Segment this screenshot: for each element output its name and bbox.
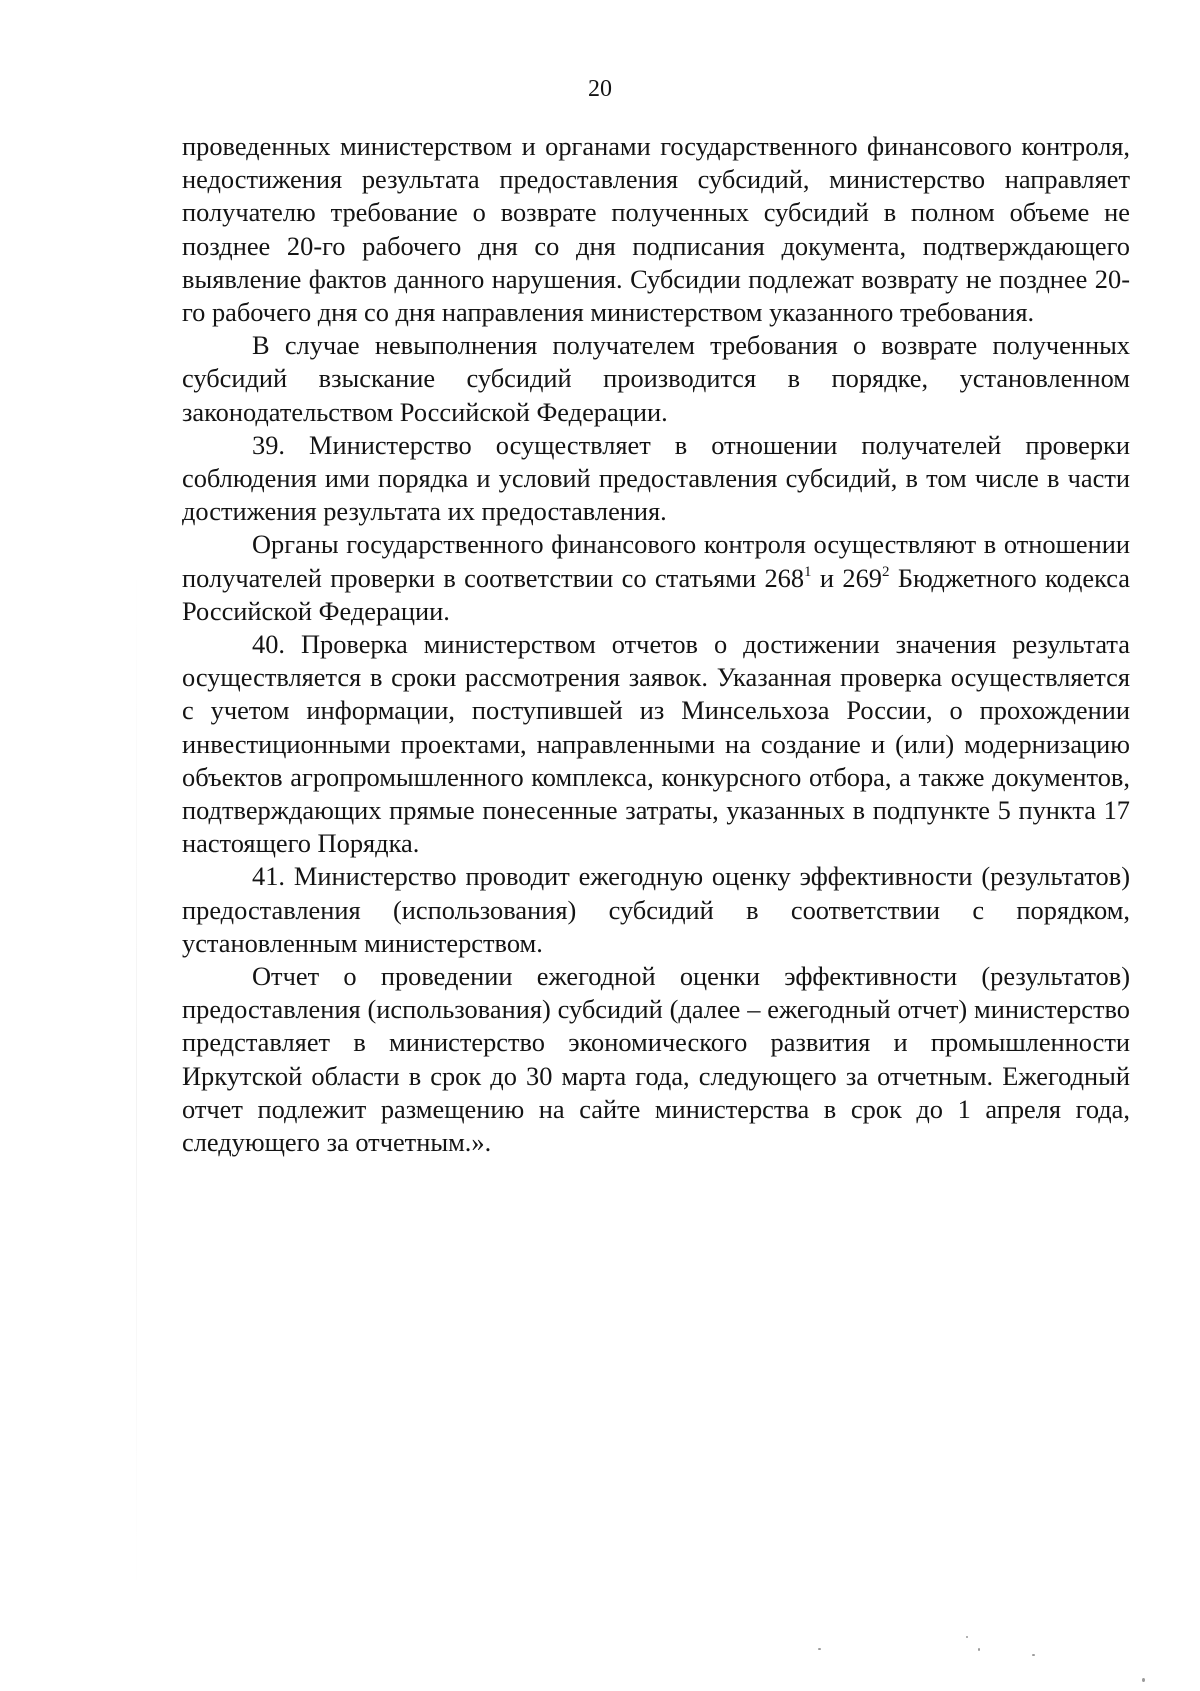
financial-control-text-3: Бюджетного кодекса Российской Федерации. xyxy=(182,562,1130,626)
scan-speck-2 xyxy=(966,1636,968,1638)
scan-speck-3 xyxy=(978,1648,980,1651)
article-268-superscript: 1 xyxy=(804,563,812,580)
paragraph-41: 41. Министерство проводит ежегодную оценку эффективности (результатов) предоставления (использования) субсидий в соответствии с порядком, установленным министерством. xyxy=(182,861,1130,958)
scan-speck-5 xyxy=(1142,1678,1145,1682)
page-number: 20 xyxy=(588,76,612,102)
document-body xyxy=(182,130,1130,1159)
financial-control-text-1: Органы государственного финансового контроля осуществляют в отношении получателей проверки в соответствии со статьями 268 xyxy=(182,529,1130,593)
paragraph-40: 40. Проверка министерством отчетов о достижении значения результата осуществляется в сроки рассмотрения заявок. Указанная проверка осуществляется с учетом информации, поступившей из Минсельхоза России, о прохождении инвестиционными проектами, направленными на создание и (или) модернизацию объектов агропромышленного комплекса, конкурсного отбора, а также документов, подтверждающих прямые понесенные затраты, указанных в подпункте 5 пункта 17 настоящего Порядка. xyxy=(182,629,1130,859)
paragraph-annual-report: Отчет о проведении ежегодной оценки эффективности (результатов) предоставления (использования) субсидий (далее – ежегодный отчет) министерство представляет в министерство экономического развития и промышленности Иркутской области в срок до 30 марта года, следующего за отчетным. Ежегодный отчет подлежит размещению на сайте министерства в срок до 1 апреля года, следующего за отчетным.». xyxy=(182,961,1130,1158)
article-269-superscript: 2 xyxy=(882,563,890,580)
paragraph-refund-enforcement: В случае невыполнения получателем требования о возврате полученных субсидий взыскание субсидий производится в порядке, установленном законодательством Российской Федерации. xyxy=(182,330,1130,427)
scan-margin-shadow xyxy=(136,560,137,1600)
financial-control-text-2: и 269 xyxy=(811,562,882,593)
scan-speck-1 xyxy=(818,1648,821,1650)
paragraph-continuation: проведенных министерством и органами государственного финансового контроля, недостижения результата предоставления субсидий, министерство направляет получателю требование о возврате полученных субсидий в полном объеме не позднее 20-го рабочего дня со дня подписания документа, подтверждающего выявление фактов данного нарушения. Субсидии подлежат возврату не позднее 20-го рабочего дня со дня направления министерством указанного требования. xyxy=(182,131,1130,328)
paragraph-financial-control xyxy=(182,528,1130,628)
scan-speck-4 xyxy=(1032,1654,1035,1656)
paragraph-39: 39. Министерство осуществляет в отношении получателей проверки соблюдения ими порядка и условий предоставления субсидий, в том числе в части достижения результата их предоставления. xyxy=(182,429,1130,527)
